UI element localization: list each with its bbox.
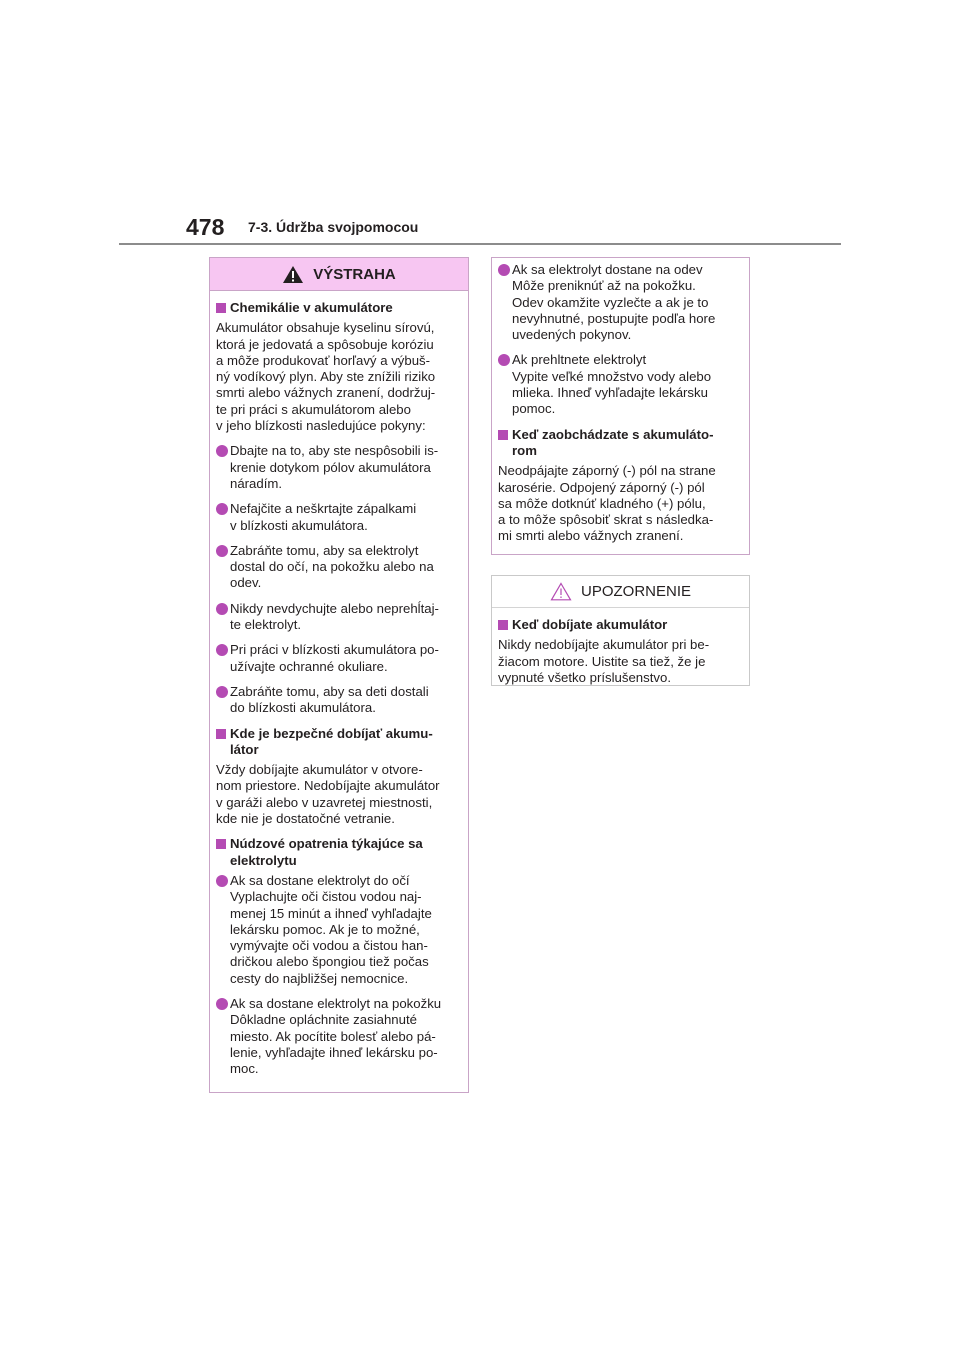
round-bullet-icon [216,875,228,887]
list-item: Nefajčite a neškrtajte zápalkami v blízkosti akumulátora. [216,501,462,534]
round-bullet-icon [498,264,510,276]
square-bullet-icon [216,839,226,849]
notice-heading-charging: Keď dobíjate akumulátor [498,617,743,633]
warning-content [210,291,468,1077]
warning-para-chemicals: Akumulátor obsahuje kyselinu sírovú, ktorá je jedovatá a spôsobuje koróziu a môže produkovať horľavý a výbuš- ný vodíkový plyn. Aby ste znížili riziko smrti alebo vážnych zranení, dodržuj- te pri práci s akumulátorom alebo v jeho blízkosti nasledujúce pokyny: [216,320,436,434]
round-bullet-icon [216,686,228,698]
list-item: Ak sa elektrolyt dostane na odev Môže preniknúť až na pokožku. Odev okamžite vyzlečte a ak je to nevyhnutné, postupujte podľa hore uvedených pokynov. [498,262,743,343]
warning-continuation-content [492,262,749,545]
list-item: Dbajte na to, aby ste nespôsobili is- krenie dotykom pólov akumulátora náradím. [216,443,462,492]
notice-title: UPOZORNENIE [580,583,691,600]
notice-content [492,608,749,686]
list-item: Nikdy nevdychujte alebo neprehĺtaj- te elektrolyt. [216,601,462,634]
list-item: Zabráňte tomu, aby sa elektrolyt dostal do očí, na pokožku alebo na odev. [216,543,462,592]
caution-triangle-icon [550,582,572,601]
list-item: Zabráňte tomu, aby sa deti dostali do blízkosti akumulátora. [216,684,462,717]
list-item: Pri práci v blízkosti akumulátora po- užívajte ochranné okuliare. [216,642,462,675]
warning-heading-handling: Keď zaobchádzate s akumuláto- rom [498,427,743,460]
notice-para-charging: Nikdy nedobíjajte akumulátor pri be- žiacom motore. Uistite sa tiež, že je vypnuté všetko príslušenstvo. [498,637,710,685]
square-bullet-icon [216,303,226,313]
page-number: 478 [186,214,225,240]
warning-header [210,258,468,291]
warning-heading-emergency: Núdzové opatrenia týkajúce sa elektrolytu [216,836,462,869]
notice-box [491,575,750,686]
square-bullet-icon [498,430,508,440]
notice-header [492,576,749,608]
round-bullet-icon [216,998,228,1010]
warning-triangle-icon [282,265,304,284]
round-bullet-icon [216,603,228,615]
list-item: Ak prehltnete elektrolyt Vypite veľké množstvo vody alebo mlieka. Ihneď vyhľadajte lekársku pomoc. [498,352,743,417]
round-bullet-icon [216,545,228,557]
list-item: Ak sa dostane elektrolyt do očí Vyplachujte oči čistou vodou naj- menej 15 minút a ihneď vyhľadajte lekársku pomoc. Ak je to možné, vymývajte oči vodou a čistou han- dričkou alebo špongiou tiež počas cesty do najbližšej nemocnice. [216,873,462,987]
warning-para-charging-place: Vždy dobíjajte akumulátor v otvore- nom priestore. Nedobíjajte akumulátor v garáži alebo v uzavretej miestnosti, kde nie je dostatočné vetranie. [216,762,440,827]
round-bullet-icon [216,503,228,515]
warning-heading-chemicals: Chemikálie v akumulátore [216,300,462,316]
warning-para-handling: Neodpájajte záporný (-) pól na strane karosérie. Odpojený záporný (-) pól sa môže dotknúť kladného (+) pólu, a to môže spôsobiť skrat s následka- mi smrti alebo vážnych zranení. [498,463,716,544]
square-bullet-icon [216,729,226,739]
list-item: Ak sa dostane elektrolyt na pokožku Dôkladne opláchnite zasiahnuté miesto. Ak pocítite bolesť alebo pá- lenie, vyhľadajte ihneď lekársku po- moc. [216,996,462,1077]
warning-title: VÝSTRAHA [313,265,396,283]
warning-box [209,257,469,1093]
round-bullet-icon [216,644,228,656]
square-bullet-icon [498,620,508,630]
warning-continuation-box [491,257,750,555]
round-bullet-icon [216,445,228,457]
header-rule [119,243,841,245]
warning-heading-charging-place: Kde je bezpečné dobíjať akumu- látor [216,726,462,759]
round-bullet-icon [498,354,510,366]
section-title: 7-3. Údržba svojpomocou [248,219,419,235]
